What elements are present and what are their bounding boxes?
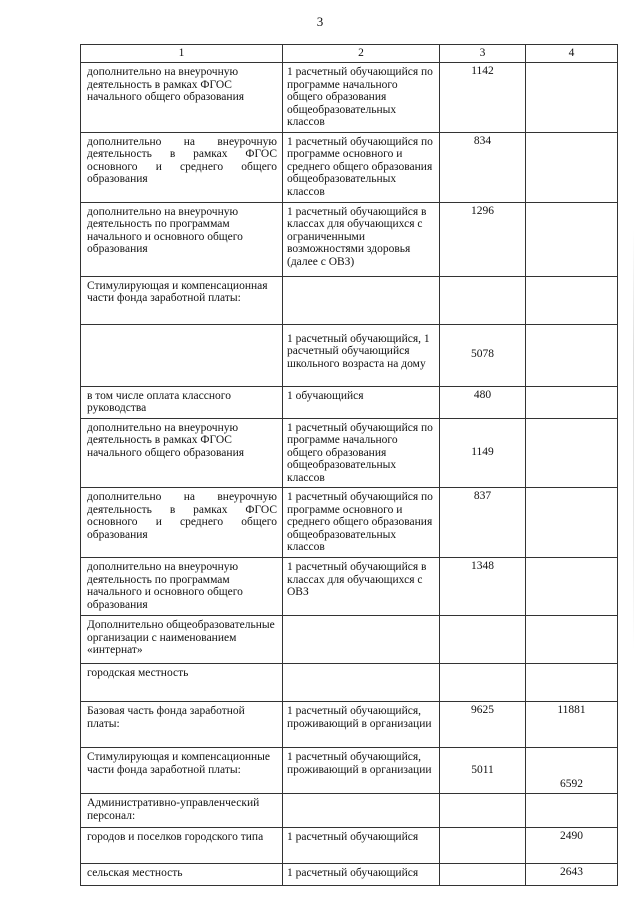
indicator-cell: дополнительно на внеурочную деятельность по программам начального и основного общего образования [81,558,283,616]
value-cell [440,828,526,864]
column-header: 4 [526,45,618,63]
unit-cell: 1 расчетный обучающийся в классах для обучающихся с ограниченными возможностями здоровья (далее с ОВЗ) [283,202,440,276]
value-cell [526,488,618,558]
value-cell: 834 [440,132,526,202]
value-cell: 1296 [440,202,526,276]
table-header-row [81,45,618,63]
value-cell [526,132,618,202]
value-cell [526,386,618,418]
table-row [81,828,618,864]
table-row [81,132,618,202]
page-number: 3 [316,14,324,29]
indicator-cell: городов и поселков городского типа [81,828,283,864]
scan-edge-mark [633,230,634,650]
value-cell: 2643 [526,864,618,886]
table-row [81,324,618,386]
unit-cell [283,664,440,702]
value-cell: 5078 [440,324,526,386]
value-cell: 1142 [440,63,526,133]
table-row [81,488,618,558]
value-cell [526,794,618,828]
table-row [81,63,618,133]
value-cell [526,664,618,702]
value-cell: 1348 [440,558,526,616]
unit-cell: 1 расчетный обучающийся [283,864,440,886]
indicator-cell: дополнительно на внеурочную деятельность в рамках ФГОС начального общего образования [81,418,283,488]
value-cell [526,616,618,664]
allowance-table [80,44,618,886]
table-row [81,202,618,276]
indicator-cell [81,324,283,386]
value-cell: 837 [440,488,526,558]
table-row [81,418,618,488]
unit-cell: 1 обучающийся [283,386,440,418]
table-row [81,664,618,702]
value-cell [526,324,618,386]
value-cell [526,418,618,488]
indicator-cell: Стимулирующая и компенсационные части фонда заработной платы: [81,748,283,794]
value-cell: 11881 [526,702,618,748]
value-cell: 6592 [526,748,618,794]
unit-cell: 1 расчетный обучающийся в классах для обучающихся с ОВЗ [283,558,440,616]
table-row [81,616,618,664]
unit-cell: 1 расчетный обучающийся, 1 расчетный обучающийся школьного возраста на дому [283,324,440,386]
table-row [81,702,618,748]
value-cell: 9625 [440,702,526,748]
unit-cell [283,616,440,664]
unit-cell: 1 расчетный обучающийся по программе основного и среднего общего образования общеобразовательных классов [283,488,440,558]
table-row [81,864,618,886]
table-row [81,276,618,324]
unit-cell: 1 расчетный обучающийся, проживающий в организации [283,748,440,794]
column-header: 1 [81,45,283,63]
value-cell [526,202,618,276]
unit-cell: 1 расчетный обучающийся, проживающий в организации [283,702,440,748]
value-cell [526,63,618,133]
value-cell [440,664,526,702]
value-cell [526,276,618,324]
value-cell [440,276,526,324]
value-cell [440,616,526,664]
indicator-cell: городская местность [81,664,283,702]
value-cell [440,794,526,828]
indicator-cell: Дополнительно общеобразовательные организации с наименованием «интернат» [81,616,283,664]
indicator-cell: дополнительно на внеурочную деятельность в рамках ФГОС начального общего образования [81,63,283,133]
value-cell: 5011 [440,748,526,794]
unit-cell [283,276,440,324]
table-row [81,748,618,794]
unit-cell [283,794,440,828]
column-header: 2 [283,45,440,63]
indicator-cell: сельская местность [81,864,283,886]
indicator-cell: дополнительно на внеурочную деятельность в рамках ФГОС основного и среднего общего образования [81,132,283,202]
indicator-cell: в том числе оплата классного руководства [81,386,283,418]
indicator-cell: дополнительно на внеурочную деятельность в рамках ФГОС основного и среднего общего образования [81,488,283,558]
value-cell [526,558,618,616]
table-row [81,558,618,616]
unit-cell: 1 расчетный обучающийся по программе основного и среднего общего образования общеобразовательных классов [283,132,440,202]
indicator-cell: дополнительно на внеурочную деятельность по программам начального и основного общего образования [81,202,283,276]
value-cell: 2490 [526,828,618,864]
unit-cell: 1 расчетный обучающийся по программе начального общего образования общеобразовательных классов [283,418,440,488]
table-row [81,794,618,828]
value-cell [440,864,526,886]
unit-cell: 1 расчетный обучающийся [283,828,440,864]
column-header: 3 [440,45,526,63]
value-cell: 480 [440,386,526,418]
table-row [81,386,618,418]
unit-cell: 1 расчетный обучающийся по программе начального общего образования общеобразовательных классов [283,63,440,133]
indicator-cell: Административно-управленческий персонал: [81,794,283,828]
indicator-cell: Базовая часть фонда заработной платы: [81,702,283,748]
value-cell: 1149 [440,418,526,488]
indicator-cell: Стимулирующая и компенсационная части фонда заработной платы: [81,276,283,324]
